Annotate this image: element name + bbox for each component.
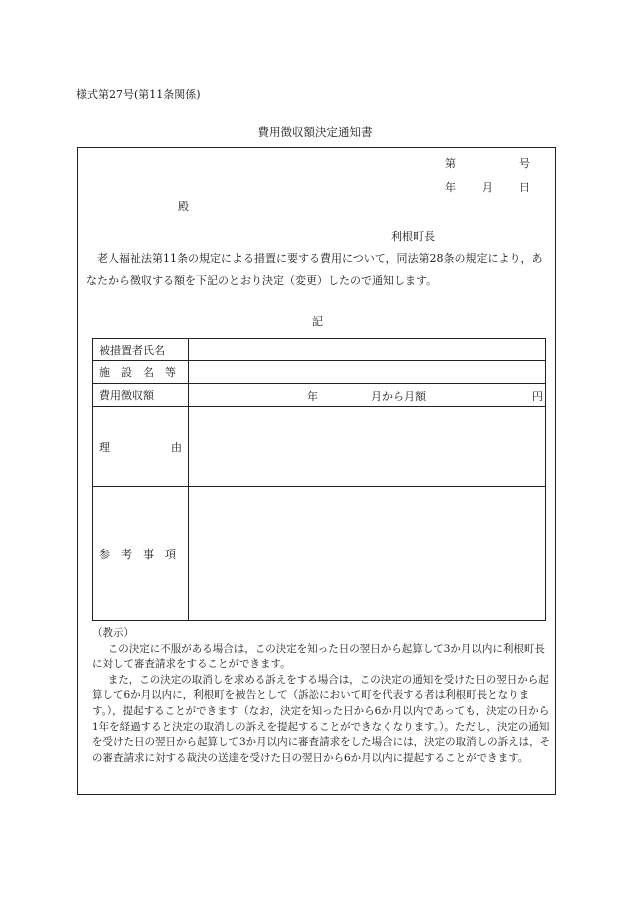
table-row	[93, 361, 546, 384]
details-table	[92, 338, 546, 621]
notes-heading: （教示）	[92, 627, 134, 639]
addressee-suffix: 殿	[178, 200, 189, 213]
fee-yen: 円	[532, 390, 543, 403]
document-title: 費用徴収額決定通知書	[257, 125, 373, 139]
remarks-value	[189, 487, 546, 621]
fee-year: 年	[307, 390, 318, 403]
date-month: 月	[482, 181, 493, 194]
recipient-name-value	[189, 339, 546, 361]
ki-heading: 記	[312, 315, 323, 328]
remarks-label: 参 考 事 項	[93, 487, 189, 621]
body-text: 老人福祉法第11条の規定による措置に要する費用について，同法第28条の規定により，あなたから徴収する額を下記のとおり決定（変更）したので通知します。	[86, 252, 543, 287]
notes-paragraph-2: また，この決定の取消しを求める訴えをする場合は，この決定の通知を受けた日の翌日から起算して6か月以内に，利根町を被告として（訴訟において町を代表する者は利根町長となります。），提起することができます（なお，決定を知った日から6か月以内であっても，決定の日から1年を経過すると決定の取消しの訴えを提起することができなくなります。）。ただし，決定の通知を受けた日の翌日から起算して3か月以内に審査請求をした場合には，決定の取消しの訴えは，その審査請求に対する裁決の送達を受けた日の翌日から6か月以内に提起することができます。	[92, 673, 551, 764]
reason-value	[189, 407, 546, 487]
number-prefix: 第	[445, 157, 456, 170]
notice-frame	[77, 147, 556, 795]
date-year: 年	[445, 181, 456, 194]
facility-name-value	[189, 361, 546, 384]
reason-label-right: 由	[171, 440, 182, 454]
facility-name-label: 施 設 名 等	[93, 361, 189, 384]
fee-amount-label: 費用徴収額	[93, 384, 189, 407]
notes-paragraph-1: この決定に不服がある場合は，この決定を知った日の翌日から起算して3か月以内に利根町長に対して審査請求をすることができます。	[92, 642, 545, 671]
recipient-name-label: 被措置者氏名	[93, 339, 189, 361]
table-row	[93, 384, 546, 407]
table-row	[93, 339, 546, 361]
form-number: 様式第27号(第11条関係)	[76, 88, 201, 101]
fee-amount-value	[189, 384, 546, 407]
date-day: 日	[519, 181, 530, 194]
instruction-notes	[92, 626, 552, 766]
issuer: 利根町長	[391, 230, 435, 243]
fee-month-monthly: 月から月額	[371, 390, 426, 403]
reason-label-left: 理	[99, 440, 110, 454]
reason-label	[93, 407, 189, 487]
table-row	[93, 487, 546, 621]
table-row	[93, 407, 546, 487]
number-suffix: 号	[519, 157, 530, 170]
